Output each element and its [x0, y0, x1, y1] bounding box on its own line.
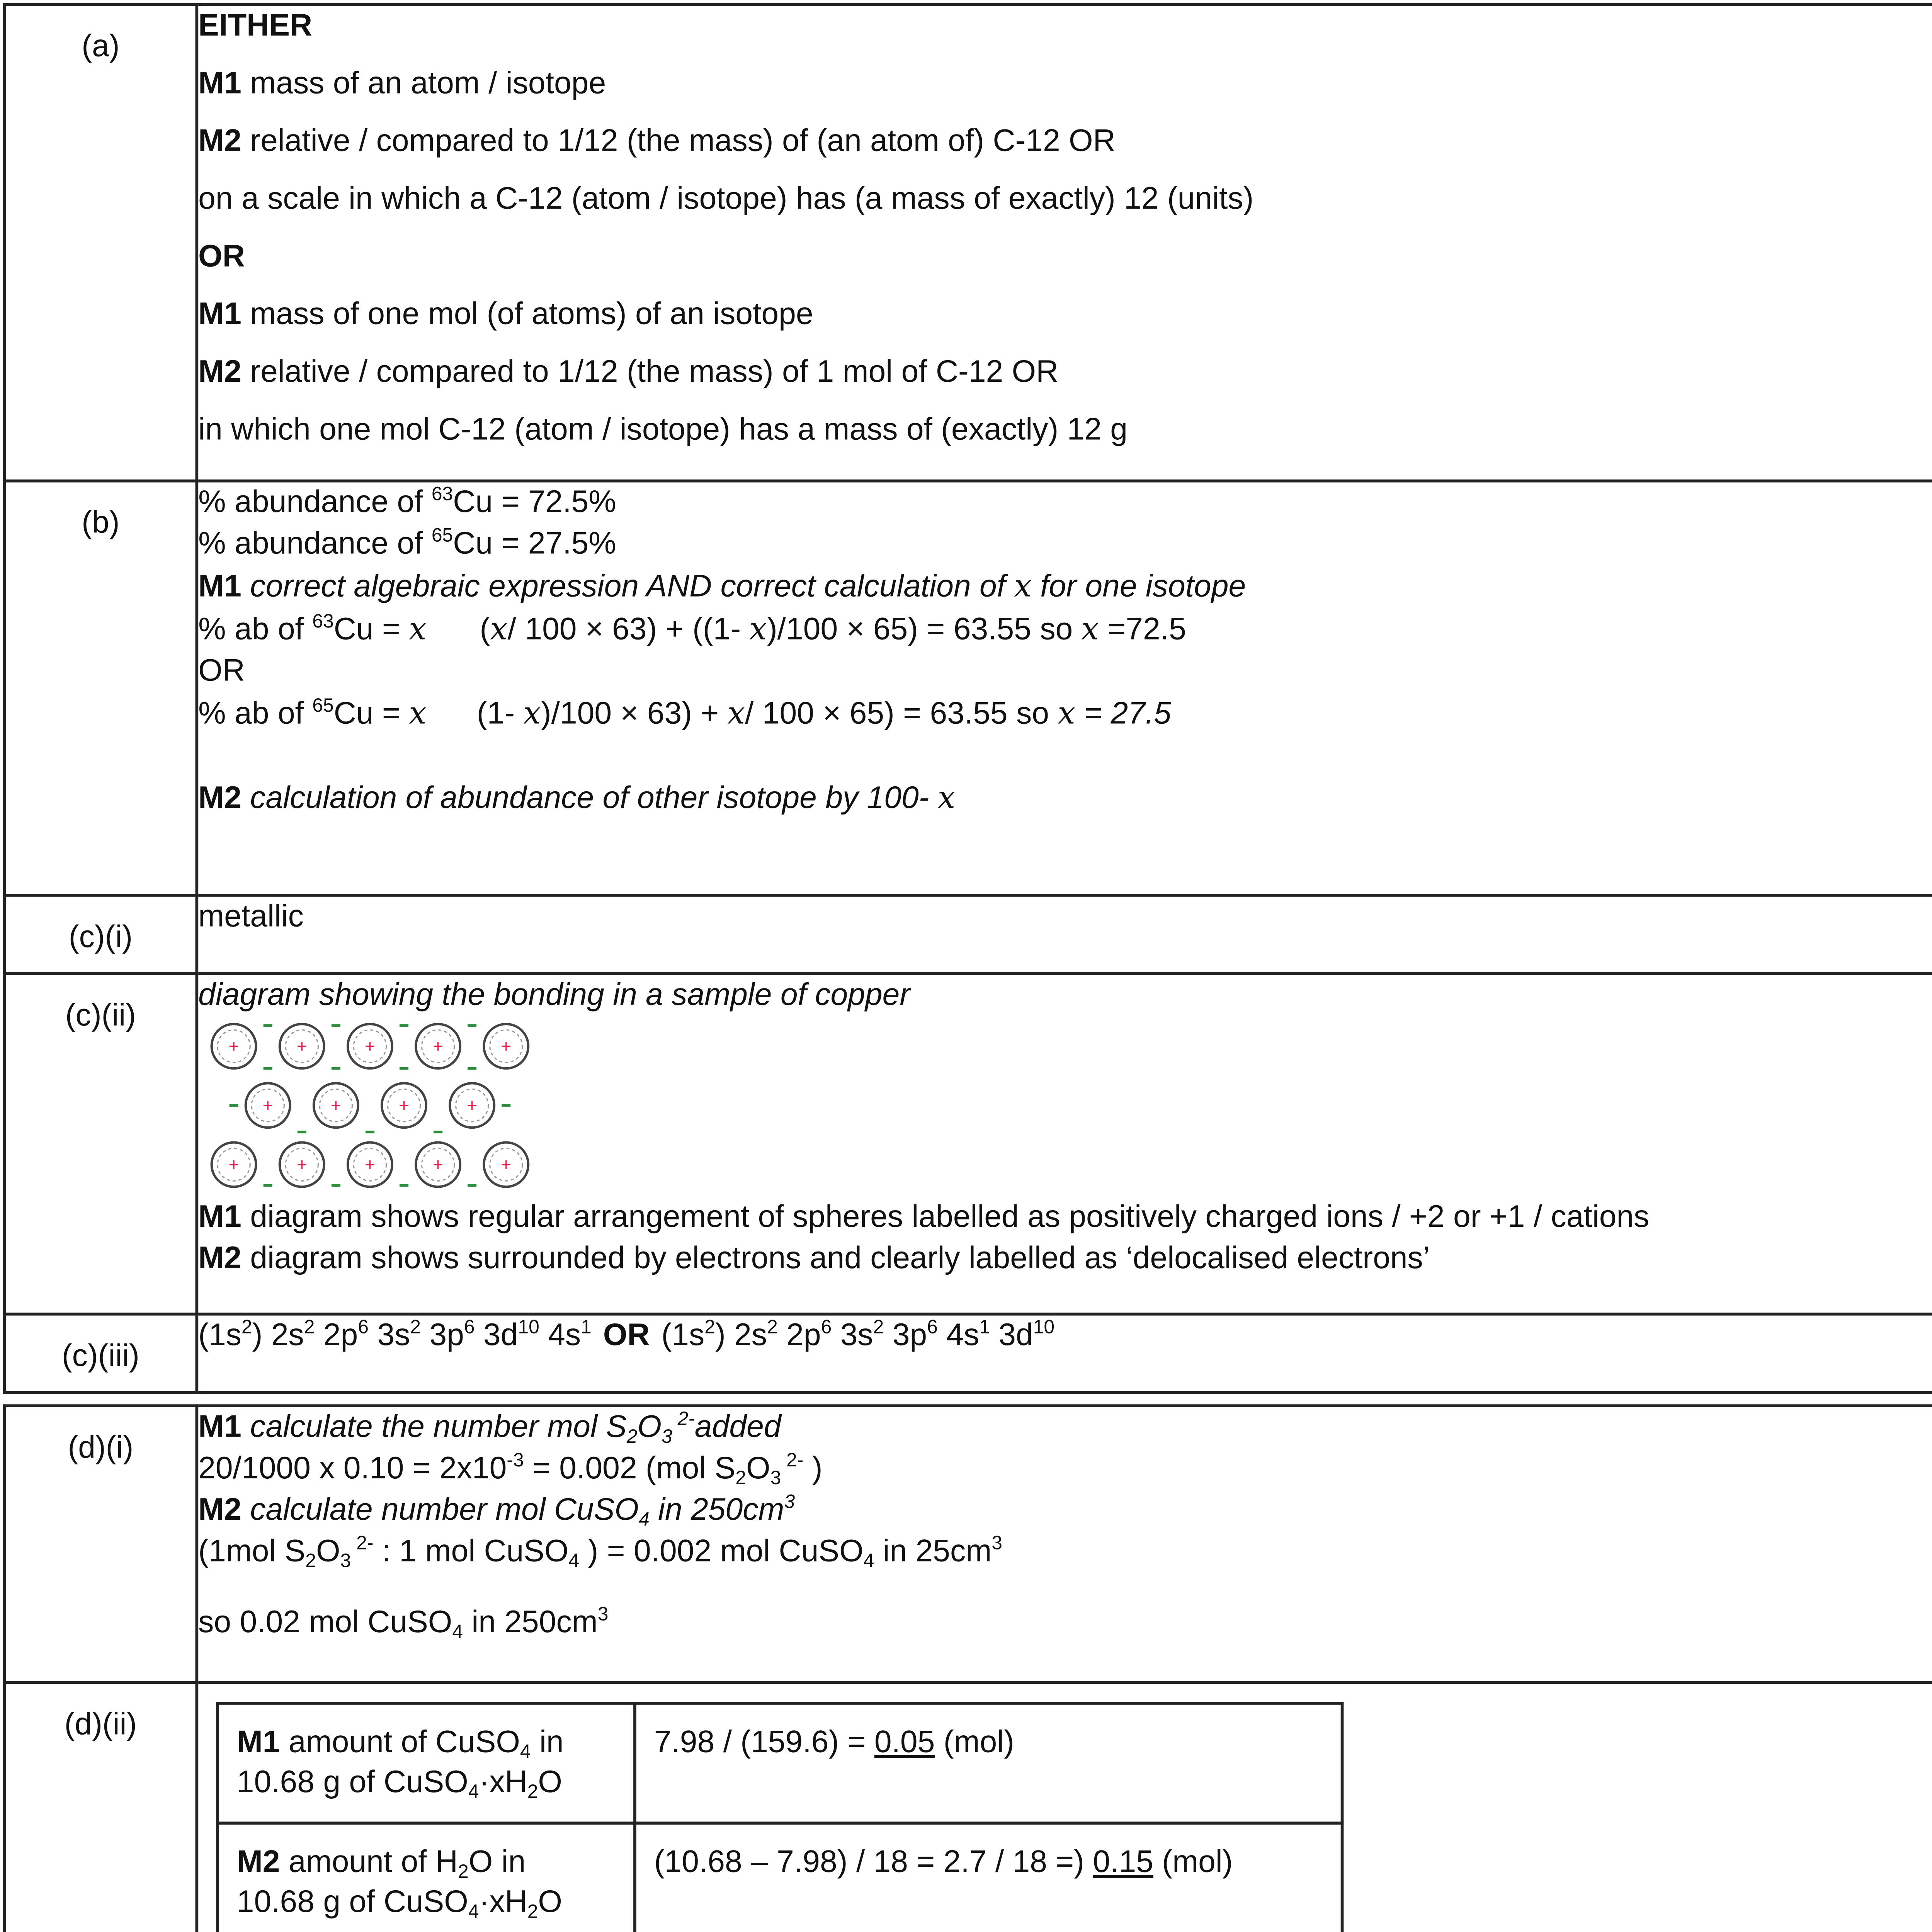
electron-config-2 [661, 1315, 1055, 1353]
ion-charge-plus: + [228, 1154, 239, 1175]
ion-charge-plus: + [296, 1154, 307, 1175]
mark-scheme-table-top [3, 3, 1932, 1394]
row-d-ii [4, 1682, 1932, 1932]
ion-charge-plus: + [467, 1095, 478, 1116]
question-label: (d)(ii) [64, 1708, 137, 1742]
orbital-term: $4s^1$ [937, 1315, 990, 1353]
row-d-i [4, 1406, 1932, 1682]
ion-charge-plus: + [296, 1036, 307, 1056]
ion-charge-plus: + [501, 1154, 512, 1175]
ion-charge-plus: + [433, 1036, 444, 1056]
or-heading: OR [198, 240, 245, 274]
row-c-i [4, 895, 1932, 974]
answer-cell: metallic [197, 895, 1932, 974]
orbital-term: $3d^{10}$ [990, 1315, 1055, 1353]
ion-charge-plus: + [399, 1095, 409, 1116]
calculation-table [216, 1702, 1344, 1932]
answer-cell: diagram showing the bonding in a sample of copper + + + + + + + + + + + + + + M1 diagram shows regular arrangement of spheres labelled as positively charged ions / +2 or +1 / cations M2 diagram shows surrounded by electrons and clearly labelled as ‘delocalised electrons’ [197, 974, 1932, 1314]
question-label: (d)(i) [68, 1431, 134, 1465]
row-a [4, 4, 1932, 481]
ion-charge-plus: + [330, 1095, 341, 1116]
question-label: (a) [82, 29, 120, 64]
answer-cell: $(1s^2)$ $2s^2$ $2p^6$ $3s^2$ $3p^6$ $3d^{10}$ $4s^1$ OR $(1s^2)$ $2s^2$ $2p^6$ $3s^2$ $3p^6$ $4s^1$ $3d^{10}$ [197, 1314, 1932, 1393]
question-label: (c)(i) [68, 920, 133, 955]
calc-row-m2: M2 amount of $H_2O$ in 10.68 g of $CuSO_4\cdot xH_2O$ (10.68 – 7.98) / 18 = 2.7 / 18 =) 0.15 (mol) [218, 1823, 1342, 1932]
row-c-ii [4, 974, 1932, 1314]
mark-scheme-table-bottom [3, 1404, 1932, 1932]
ion-charge-plus: + [228, 1036, 239, 1056]
orbital-term: $3p^6$ [884, 1315, 938, 1353]
orbital-term: $3s^2$ [369, 1315, 421, 1353]
ion-charge-plus: + [365, 1154, 375, 1175]
question-label: (c)(ii) [65, 999, 136, 1033]
orbital-term: $(1s^2)$ [661, 1315, 726, 1353]
row-b [4, 481, 1932, 895]
orbital-term: $4s^1$ [539, 1315, 592, 1353]
calc-row-m1: M1 amount of CuSO$_4$ in 10.68 g of $CuSO_4\cdot xH_2O$ 7.98 / (159.6) = 0.05 (mol) [218, 1703, 1342, 1823]
orbital-term: $2s^2$ [725, 1315, 778, 1353]
orbital-term: $3d^{10}$ [474, 1315, 539, 1353]
ion-charge-plus: + [365, 1036, 375, 1056]
answer-cell: M1 calculate the number mol $S_2O_3$ $^{2-}$added 20/1000 x $0.10 = 2x10^{-3} = 0.002$ (mol $S_2O_3$ $^{2-}$ ) M2 calculate number mol CuSO$_4$ in $250cm^3$ (1mol $S_2O_3$ $^{2-}$ : 1 mol CuSO$_4$ ) = 0.002 mol CuSO$_4$ in $25cm^3$ so 0.02 mol CuSO$_4$ in $250cm^3$ [197, 1406, 1932, 1682]
copper-lattice-diagram [204, 1020, 544, 1197]
orbital-term: $2p^6$ [315, 1315, 369, 1353]
orbital-term: $(1s^2)$ [198, 1315, 263, 1353]
either-heading: EITHER [198, 9, 313, 43]
orbital-term: $3s^2$ [832, 1315, 884, 1353]
question-label: (c)(iii) [61, 1339, 139, 1373]
row-c-iii [4, 1314, 1932, 1393]
answer-cell: EITHER M1 mass of an atom / isotope M2 relative / compared to 1/12 (the mass) of (an atom of) C-12 OR on a scale in which a C-12 (atom / isotope) has (a mass of exactly) 12 (units) OR M1 mass of one mol (of atoms) of an isotope M2 relative / compared to 1/12 (the mass) of 1 mol of C-12 OR in which one mol C-12 (atom / isotope) has a mass of (exactly) 12 g [197, 4, 1932, 481]
orbital-term: $2p^6$ [777, 1315, 832, 1353]
ion-charge-plus: + [262, 1095, 273, 1116]
question-label: (b) [82, 506, 120, 540]
orbital-term: $3p^6$ [421, 1315, 475, 1353]
answer-cell [197, 1682, 1932, 1932]
orbital-term: $2s^2$ [262, 1315, 315, 1353]
ion-charge-plus: + [501, 1036, 512, 1056]
ion-charge-plus: + [433, 1154, 444, 1175]
electron-config-1 [198, 1315, 592, 1353]
answer-cell: % abundance of $^{63}$Cu = 72.5% % abundance of $^{65}$Cu = 27.5% M1 correct algebraic expression AND correct calculation of x for one isotope % ab of $^{63}$Cu = x (x/ 100 × 63) + ((1- x)/100 × 65) = 63.55 so x =72.5 OR % ab of $^{65}$Cu = x (1- x)/100 × 63) + x/ 100 × 65) = 63.55 so x = 27.5 M2 calculation of abundance of other isotope by 100- x [197, 481, 1932, 895]
